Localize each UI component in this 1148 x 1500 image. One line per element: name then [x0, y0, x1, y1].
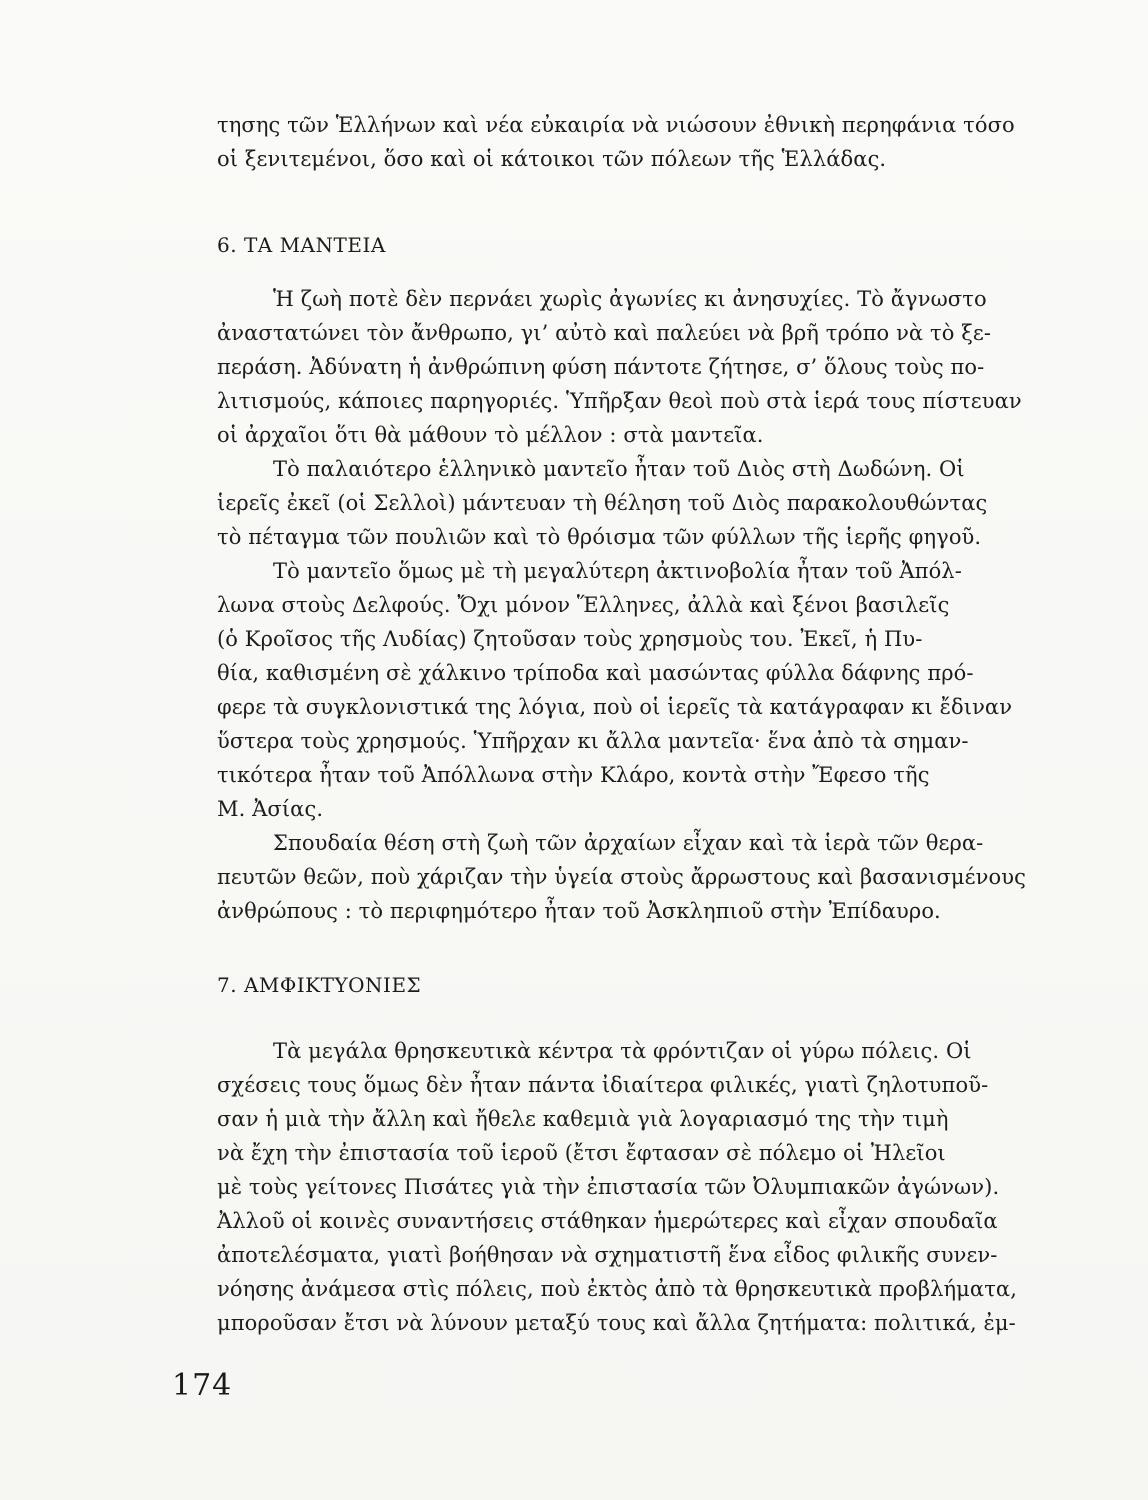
text-line: ἀνθρώπους : τὸ περιφημότερο ἦταν τοῦ Ἀσκληπιοῦ στὴν Ἐπίδαυρο.	[217, 899, 941, 923]
text-line: οἱ ἀρχαῖοι ὅτι θὰ μάθουν τὸ μέλλον : στὰ μαντεῖα.	[217, 423, 764, 447]
text-line: λωνα στοὺς Δελφούς. Ὄχι μόνον Ἕλληνες, ἀλλὰ καὶ ξένοι βασιλεῖς	[217, 593, 950, 617]
text-line: φερε τὰ συγκλονιστικά της λόγια, ποὺ οἱ ἱερεῖς τὰ κατάγραφαν κι ἔδιναν	[217, 695, 1013, 719]
text-line: νόησης ἀνάμεσα στὶς πόλεις, ποὺ ἐκτὸς ἀπὸ τὰ θρησκευτικὰ προβλήματα,	[217, 1277, 1017, 1301]
text-line: οἱ ξενιτεμένοι, ὅσο καὶ οἱ κάτοικοι τῶν πόλεων τῆς Ἑλλάδας.	[217, 147, 887, 171]
body-text	[217, 108, 1026, 1340]
page-number: 174	[172, 1368, 233, 1403]
text-line: Μ. Ἀσίας.	[217, 797, 324, 821]
text-line: περάση. Ἀδύνατη ἡ ἀνθρώπινη φύση πάντοτε ζήτησε, σ’ ὅλους τοὺς πο-	[217, 355, 985, 379]
text-line: Τὸ παλαιότερο ἑλληνικὸ μαντεῖο ἦταν τοῦ Διὸς στὴ Δωδώνη. Οἱ	[273, 457, 965, 481]
text-line: τὸ πέταγμα τῶν πουλιῶν καὶ τὸ θρόισμα τῶν φύλλων τῆς ἱερῆς φηγοῦ.	[217, 525, 982, 549]
text-line: ἀναστατώνει τὸν ἄνθρωπο, γι’ αὐτὸ καὶ παλεύει νὰ βρῆ τρόπο νὰ τὸ ξε-	[217, 321, 992, 345]
text-line: νὰ ἔχη τὴν ἐπιστασία τοῦ ἱεροῦ (ἔτσι ἔφτασαν σὲ πόλεμο οἱ Ἠλεῖοι	[217, 1141, 946, 1165]
text-line: λιτισμούς, κάποιες παρηγοριές. Ὑπῆρξαν θεοὶ ποὺ στὰ ἱερά τους πίστευαν	[217, 389, 1022, 413]
text-line: Ἡ ζωὴ ποτὲ δὲν περνάει χωρὶς ἀγωνίες κι ἀνησυχίες. Τὸ ἄγνωστο	[273, 287, 987, 311]
text-line: σαν ἡ μιὰ τὴν ἄλλη καὶ ἤθελε καθεμιὰ γιὰ λογαριασμό της τὴν τιμὴ	[217, 1107, 949, 1131]
text-line: πευτῶν θεῶν, ποὺ χάριζαν τὴν ὑγεία στοὺς ἄρρωστους καὶ βασανισμένους	[217, 865, 1026, 889]
text-line: σχέσεις τους ὅμως δὲν ἦταν πάντα ἰδιαίτερα φιλικές, γιατὶ ζηλοτυποῦ-	[217, 1073, 989, 1097]
text-line: Ἀλλοῦ οἱ κοινὲς συναντήσεις στάθηκαν ἡμερώτερες καὶ εἶχαν σπουδαῖα	[217, 1209, 998, 1233]
section-heading-oracles: 6. ΤΑ ΜΑΝΤΕΙΑ	[217, 233, 386, 257]
section-heading-amphictyonies: 7. ΑΜΦΙΚΤΥΟΝΙΕΣ	[217, 973, 422, 997]
text-line: τησης τῶν Ἑλλήνων καὶ νέα εὐκαιρία νὰ νιώσουν ἐθνικὴ περηφάνια τόσο	[217, 113, 1015, 137]
text-line: Τὸ μαντεῖο ὅμως μὲ τὴ μεγαλύτερη ἀκτινοβολία ἦταν τοῦ Ἀπόλ-	[273, 559, 962, 583]
text-line: τικότερα ἦταν τοῦ Ἀπόλλωνα στὴν Κλάρο, κοντὰ στὴν Ἔφεσο τῆς	[217, 763, 930, 787]
text-line: ἱερεῖς ἐκεῖ (οἱ Σελλοὶ) μάντευαν τὴ θέληση τοῦ Διὸς παρακολουθώντας	[217, 491, 988, 515]
text-line: μποροῦσαν ἔτσι νὰ λύνουν μεταξύ τους καὶ ἄλλα ζητήματα: πολιτικά, ἐμ-	[217, 1311, 1016, 1335]
text-line: ἀποτελέσματα, γιατὶ βοήθησαν νὰ σχηματιστῆ ἕνα εἶδος φιλικῆς συνεν-	[217, 1243, 998, 1267]
text-line: Σπουδαία θέση στὴ ζωὴ τῶν ἀρχαίων εἶχαν καὶ τὰ ἱερὰ τῶν θερα-	[273, 831, 984, 855]
text-line: ὕστερα τοὺς χρησμούς. Ὑπῆρχαν κι ἄλλα μαντεῖα· ἕνα ἀπὸ τὰ σημαν-	[217, 729, 969, 753]
text-line: (ὁ Κροῖσος τῆς Λυδίας) ζητοῦσαν τοὺς χρησμοὺς του. Ἐκεῖ, ἡ Πυ-	[217, 627, 923, 651]
text-line: Τὰ μεγάλα θρησκευτικὰ κέντρα τὰ φρόντιζαν οἱ γύρω πόλεις. Οἱ	[273, 1039, 972, 1063]
text-line: μὲ τοὺς γείτονες Πισάτες γιὰ τὴν ἐπιστασία τῶν Ὀλυμπιακῶν ἀγώνων).	[217, 1175, 1000, 1199]
text-line: θία, καθισμένη σὲ χάλκινο τρίποδα καὶ μασώντας φύλλα δάφνης πρό-	[217, 661, 974, 685]
